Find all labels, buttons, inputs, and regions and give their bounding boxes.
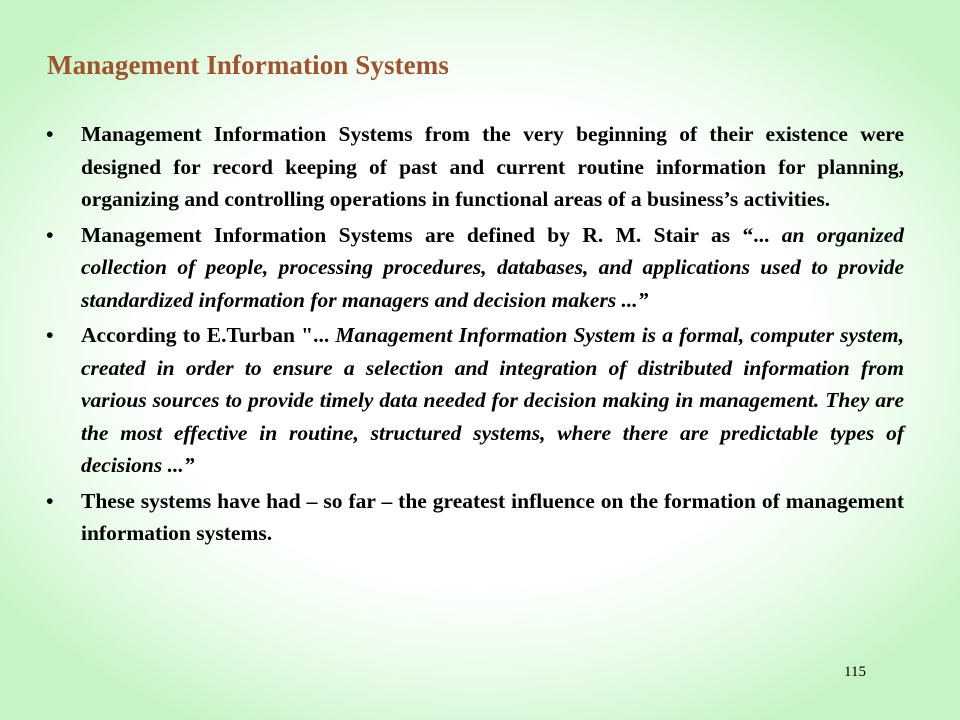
bullet-icon: • (46, 122, 54, 146)
bullet-list (42, 118, 904, 550)
bullet-icon: • (46, 323, 54, 347)
bullet-item (42, 219, 904, 317)
page-number: 115 (844, 664, 866, 680)
bullet-text: Management Information Systems from the very beginning of their existence were designed for record keeping of past and current routine information for planning, organizing and controlling operations in functional areas of a business’s activities. (81, 122, 904, 211)
bullet-quote-text: Management Information System is a formal, computer system, created in order to ensure a selection and integration of distributed information from various sources to provide timely data needed for decision making in management. They are the most effective in routine, structured systems, where there are predictable types of decisions ...” (81, 323, 904, 477)
slide-title: Management Information Systems (47, 50, 449, 80)
bullet-icon: • (46, 488, 54, 513)
bullet-item (42, 118, 904, 216)
bullet-quote-text: an organized collection of people, processing procedures, databases, and applications used to provide standardized information for managers and decision makers ...” (81, 222, 904, 312)
bullet-text: These systems have had – so far – the greatest influence on the formation of management information systems. (81, 488, 904, 545)
bullet-item (42, 319, 904, 482)
bullet-lead-text: According to E.Turban "... (81, 323, 330, 347)
bullet-lead-text: Management Information Systems are defined by R. M. Stair as “... (81, 222, 770, 247)
bullet-item (42, 485, 904, 550)
bullet-icon: • (46, 222, 54, 247)
